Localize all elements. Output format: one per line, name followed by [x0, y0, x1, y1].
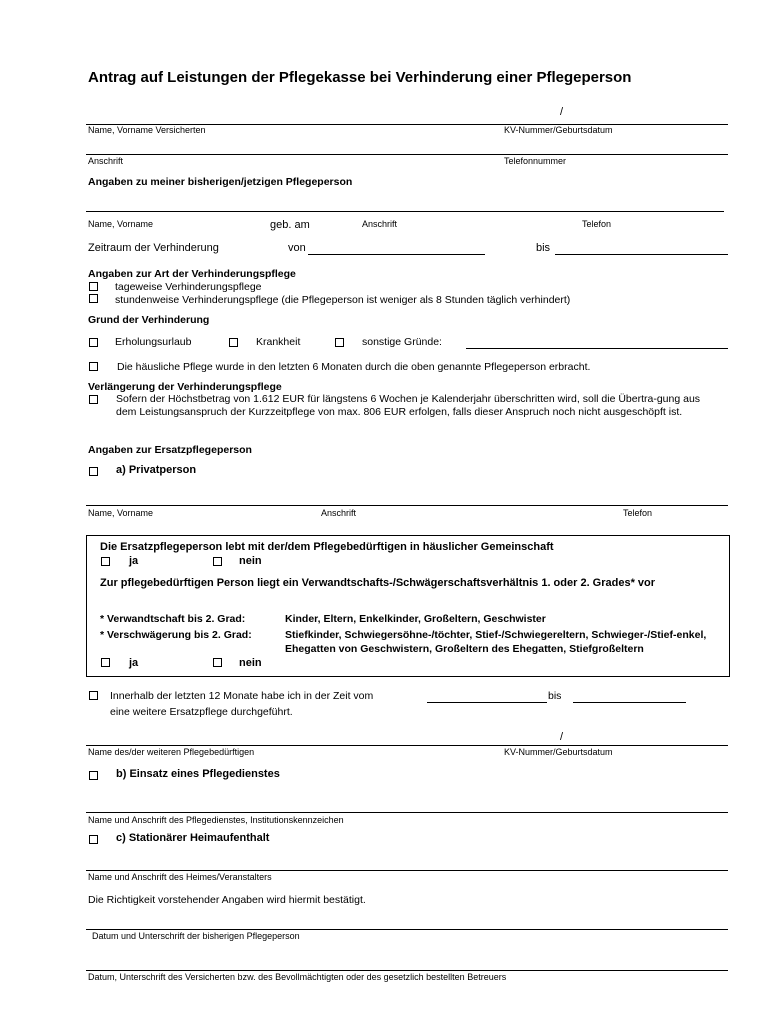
caregiver-signature-label: Datum und Unterschrift der bisherigen Pflegeperson [92, 931, 300, 941]
caregiver-signature-line[interactable] [86, 929, 728, 930]
care-service-line[interactable] [86, 812, 728, 813]
household-no-checkbox[interactable] [213, 557, 222, 566]
kv-slash: / [560, 106, 564, 118]
relation2-text: Stiefkinder, Schwiegersöhne-/töchter, Stief-/Schwiegereltern, Schwieger-/Stief-enkel, Ehegatten von Geschwistern, Großeltern des Ehegatten, Stiefgroßeltern [285, 629, 707, 655]
caregiver-born-label: geb. am [270, 219, 310, 231]
substitute-heading: Angaben zur Ersatzpflegeperson [88, 444, 252, 456]
inpatient-field-label: Name und Anschrift des Heimes/Veranstalters [88, 872, 272, 882]
previous-name-label: Name des/der weiteren Pflegebedürftigen [88, 747, 255, 757]
relation-no-checkbox[interactable] [213, 658, 222, 667]
relation1-label: * Verwandtschaft bis 2. Grad: [100, 613, 246, 625]
inpatient-label: c) Stationärer Heimaufenthalt [116, 832, 270, 844]
relation2-label: * Verschwägerung bis 2. Grad: [100, 629, 252, 641]
period-to-field[interactable] [555, 254, 728, 255]
hourly-label: stundenweise Verhinderungspflege (die Pflegeperson ist weniger als 8 Stunden täglich verhindert) [115, 294, 571, 306]
previous-name-line[interactable] [86, 745, 728, 746]
extension-checkbox[interactable] [89, 395, 98, 404]
illness-label: Krankheit [256, 336, 301, 348]
hourly-checkbox[interactable] [89, 294, 98, 303]
inpatient-checkbox[interactable] [89, 835, 98, 844]
previous-care-label: Innerhalb der letzten 12 Monate habe ich in der Zeit vom [110, 690, 374, 702]
relation-no-label: nein [239, 657, 262, 669]
caregiver-phone-label: Telefon [582, 219, 612, 229]
previous-kv-slash: / [560, 731, 564, 743]
household-question: Die Ersatzpflegeperson lebt mit der/dem Pflegebedürftigen in häuslicher Gemeinschaft [100, 541, 554, 553]
period-to-label: bis [536, 242, 551, 254]
vacation-checkbox[interactable] [89, 338, 98, 347]
insured-signature-label: Datum, Unterschrift des Versicherten bzw. des Bevollmächtigten oder des gesetzlich bestellten Betreuers [88, 972, 507, 982]
page-title: Antrag auf Leistungen der Pflegekasse bei Verhinderung einer Pflegeperson [88, 69, 632, 86]
vacation-label: Erholungsurlaub [115, 336, 192, 348]
daily-checkbox[interactable] [89, 282, 98, 291]
care-service-field-label: Name und Anschrift des Pflegedienstes, Institutionskennzeichen [88, 815, 344, 825]
period-from-field[interactable] [308, 254, 485, 255]
care-service-label: b) Einsatz eines Pflegedienstes [116, 768, 280, 780]
extension-heading: Verlängerung der Verhinderungspflege [88, 381, 282, 393]
caregiver-heading: Angaben zu meiner bisherigen/jetzigen Pflegeperson [88, 176, 353, 188]
caregiver-line[interactable] [86, 211, 724, 212]
insured-name-label: Name, Vorname Versicherten [88, 125, 206, 135]
insured-kv-label: KV-Nummer/Geburtsdatum [504, 125, 613, 135]
extension-text: Sofern der Höchstbetrag von 1.612 EUR für längstens 6 Wochen je Kalenderjahr überschritten wird, soll die Übertra-gung aus dem Leistungsanspruch der Kurzzeitpflege von max. 806 EUR erfolgen, falls dieser Anspruch noch nicht ausgeschöpft ist. [116, 393, 701, 418]
type-heading: Angaben zur Art der Verhinderungspflege [88, 268, 296, 280]
caregiver-address-label: Anschrift [362, 219, 398, 229]
insured-address-label: Anschrift [88, 156, 124, 166]
home-care-checkbox[interactable] [89, 362, 98, 371]
period-from-label: von [288, 242, 306, 254]
other-reason-label: sonstige Gründe: [362, 336, 442, 348]
insured-phone-label: Telefonnummer [504, 156, 567, 166]
previous-kv-label: KV-Nummer/Geburtsdatum [504, 747, 613, 757]
confirmation-text: Die Richtigkeit vorstehender Angaben wird hiermit bestätigt. [88, 894, 366, 906]
relation-question: Zur pflegebedürftigen Person liegt ein Verwandtschafts-/Schwägerschaftsverhältnis 1. oder 2. Grades* vor [100, 577, 656, 589]
private-person-checkbox[interactable] [89, 467, 98, 476]
relation1-text: Kinder, Eltern, Enkelkinder, Großeltern, Geschwister [285, 613, 546, 625]
other-reason-checkbox[interactable] [335, 338, 344, 347]
household-yes-label: ja [129, 555, 139, 567]
previous-care-label-2: eine weitere Ersatzpflege durchgeführt. [110, 706, 293, 718]
substitute-phone-label: Telefon [623, 508, 653, 518]
inpatient-line[interactable] [86, 870, 728, 871]
household-yes-checkbox[interactable] [101, 557, 110, 566]
household-no-label: nein [239, 555, 262, 567]
reason-heading: Grund der Verhinderung [88, 314, 210, 326]
insured-signature-line[interactable] [86, 970, 728, 971]
substitute-name-label: Name, Vorname [88, 508, 154, 518]
previous-to-field[interactable] [573, 702, 686, 703]
other-reason-field[interactable] [466, 348, 728, 349]
relation-yes-label: ja [129, 657, 139, 669]
care-service-checkbox[interactable] [89, 771, 98, 780]
daily-label: tageweise Verhinderungspflege [115, 281, 262, 293]
previous-to-label: bis [548, 690, 562, 702]
relation-yes-checkbox[interactable] [101, 658, 110, 667]
home-care-label: Die häusliche Pflege wurde in den letzten 6 Monaten durch die oben genannte Pflegeperson erbracht. [117, 361, 591, 373]
substitute-address-label: Anschrift [321, 508, 357, 518]
insured-address-line[interactable] [86, 154, 728, 155]
previous-care-checkbox[interactable] [89, 691, 98, 700]
caregiver-name-label: Name, Vorname [88, 219, 154, 229]
substitute-line[interactable] [86, 505, 728, 506]
private-person-label: a) Privatperson [116, 464, 197, 476]
previous-from-field[interactable] [427, 702, 547, 703]
period-label: Zeitraum der Verhinderung [88, 242, 219, 254]
illness-checkbox[interactable] [229, 338, 238, 347]
